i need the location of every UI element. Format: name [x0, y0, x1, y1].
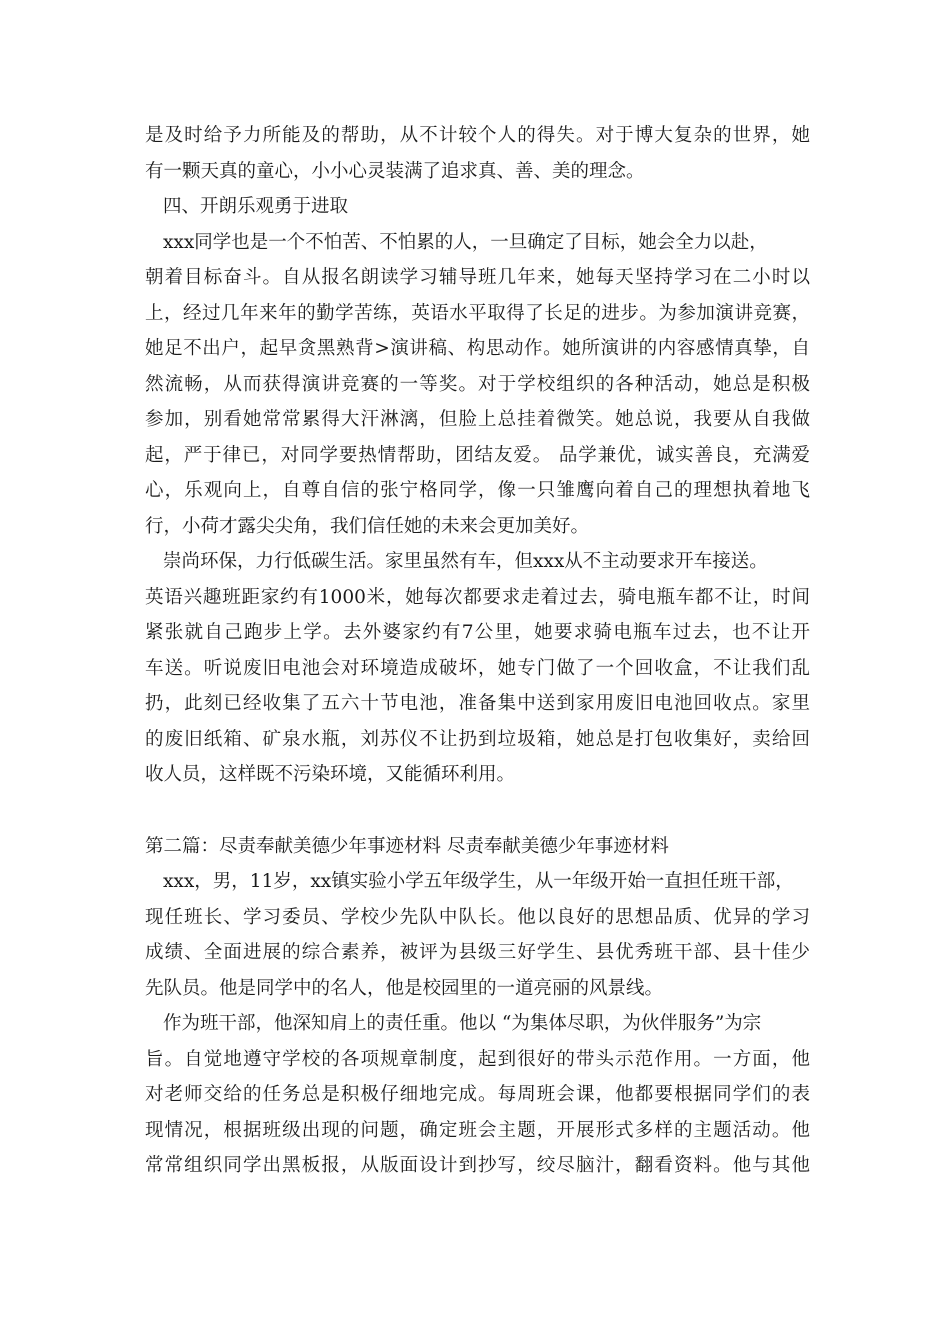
- text-line: 第二篇：尽责奉献美德少年事迹材料 尽责奉献美德少年事迹材料: [145, 835, 669, 857]
- text-line: 收人员，这样既不污染环境，又能循环利用。: [145, 764, 516, 785]
- text-line: xxx同学也是一个不怕苦、不怕累的人，一旦确定了目标，她会全力以赴，: [163, 231, 768, 253]
- text-line: 先队员。他是同学中的名人，他是校园里的一道亮丽的风景线。: [145, 977, 664, 999]
- text-line: 是及时给予力所能及的帮助，从不计较个人的得失。对于博大复杂的世界，她: [145, 125, 810, 146]
- text-line: 起，严于律已，对同学要热情帮助，团结友爱。 品学兼优，诚实善良，充满爱: [145, 444, 810, 466]
- text-line: 旨。自觉地遵守学校的各项规章制度，起到很好的带头示范作用。一方面，他: [145, 1048, 810, 1070]
- text-line: 有一颗天真的童心，小小心灵装满了追求真、善、美的理念。: [145, 160, 645, 182]
- text-line: xxx，男，11岁，xx镇实验小学五年级学生，从一年级开始一直担任班干部，: [163, 871, 794, 892]
- text-line: 参加，别看她常常累得大汗淋漓，但脸上总挂着微笑。她总说，我要从自我做: [145, 409, 810, 430]
- text-line: 英语兴趣班距家约有1000米，她每次都要求走着过去，骑电瓶车都不让，时间: [145, 586, 810, 608]
- document-body: [145, 118, 810, 1184]
- text-line: 上，经过几年来年的勤学苦练，英语水平取得了长足的进步。为参加演讲竞赛，: [145, 302, 810, 324]
- text-line: 作为班干部，他深知肩上的责任重。他以 “为集体尽职，为伙伴服务”为宗: [163, 1013, 762, 1034]
- text-line: 朝着目标奋斗。自从报名朗读学习辅导班几年来，她每天坚持学习在二小时以: [145, 267, 810, 288]
- text-line: 扔，此刻已经收集了五六十节电池，准备集中送到家用废旧电池回收点。家里: [145, 693, 810, 714]
- text-line: 对老师交给的任务总是积极仔细地完成。每周班会课，他都要根据同学们的表: [145, 1084, 810, 1105]
- text-line: 四、开朗乐观勇于进取: [163, 196, 349, 217]
- text-line: 的废旧纸箱、矿泉水瓶，刘苏仪不让扔到垃圾箱，她总是打包收集好，卖给回: [145, 728, 810, 750]
- text-line: 然流畅，从而获得演讲竞赛的一等奖。对于学校组织的各种活动，她总是积极: [145, 373, 810, 395]
- text-line: 崇尚环保，力行低碳生活。家里虽然有车，但xxx从不主动要求开车接送。: [163, 551, 768, 572]
- text-line: 紧张就自己跑步上学。去外婆家约有7公里，她要求骑电瓶车过去，也不让开: [145, 622, 810, 643]
- text-line: 常常组织同学出黑板报，从版面设计到抄写，绞尽脑汁，翻看资料。他与其他: [145, 1155, 810, 1176]
- text-line: 车送。听说废旧电池会对环境造成破坏，她专门做了一个回收盒，不让我们乱: [145, 657, 810, 679]
- section-gap: [145, 793, 810, 829]
- text-line: 现任班长、学习委员、学校少先队中队长。他以良好的思想品质、优异的学习: [145, 906, 810, 928]
- text-line: 成绩、全面进展的综合素养，被评为县级三好学生、县优秀班干部、县十佳少: [145, 942, 810, 963]
- text-line: 她足不出户，起早贪黑熟背>演讲稿、构思动作。她所演讲的内容感情真挚，自: [145, 338, 810, 359]
- text-line: 心，乐观向上，自尊自信的张宁格同学，像一只雏鹰向着自己的理想执着地飞: [145, 480, 810, 501]
- text-line: 现情况，根据班级出现的问题，确定班会主题，开展形式多样的主题活动。他: [145, 1119, 810, 1141]
- text-line: 行，小荷才露尖尖角，我们信任她的未来会更加美好。: [145, 515, 590, 537]
